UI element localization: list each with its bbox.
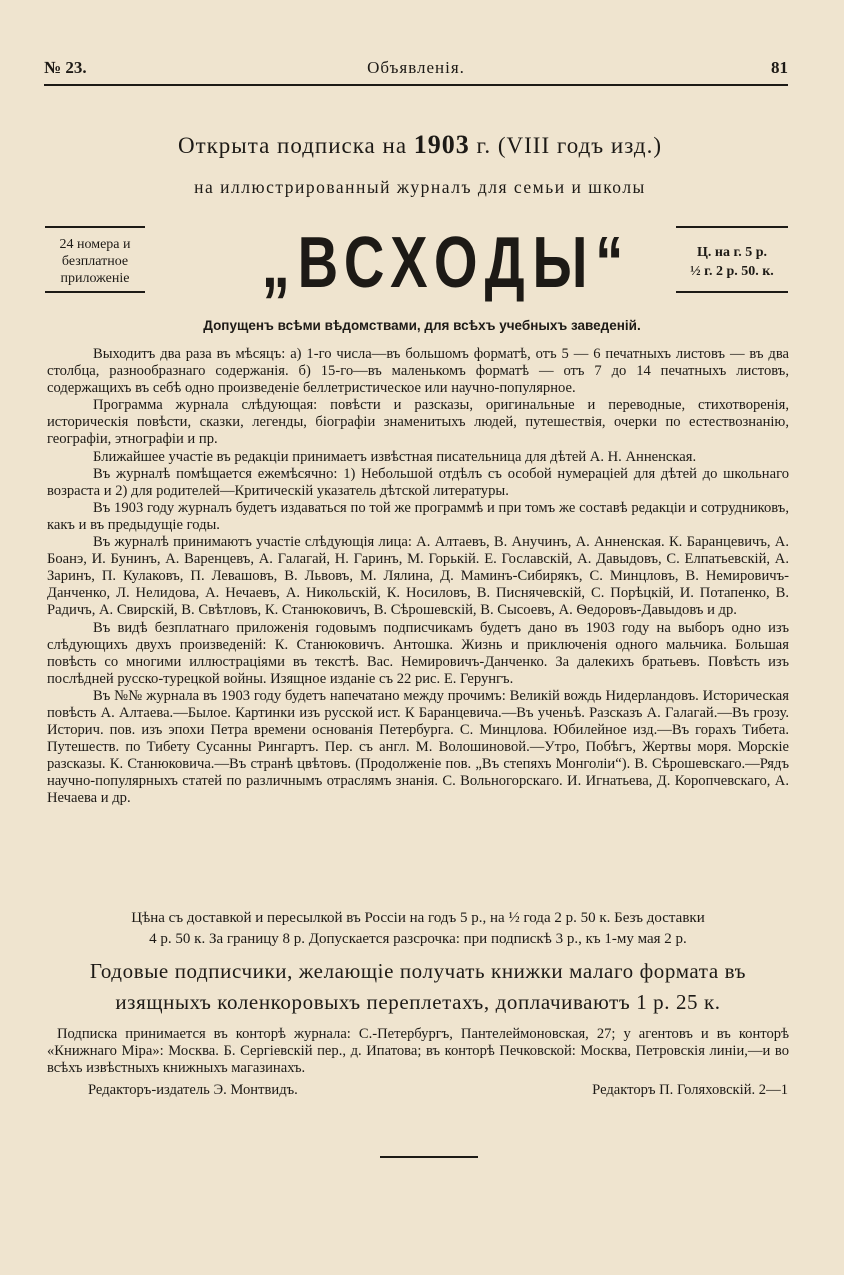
subscription-subheadline: на иллюстрированный журналъ для семьи и школы: [194, 177, 646, 197]
issues-info-line: приложеніе: [60, 271, 130, 286]
body-paragraph: Ближайшее участіе въ редакціи принимаетъ извѣстная писательница для дѣтей А. Н. Анненская.: [93, 448, 697, 465]
body-paragraph: Программа журнала слѣдующая: повѣсти и разсказы, оригинальные и переводные, стихотворенія, историческія повѣсти, сказки, легенды, біографіи знаменитыхъ людей, путешествія, очерки по естествознанію, географіи, этнографіи и пр.: [47, 397, 789, 448]
left-box-rule-top: [45, 226, 145, 228]
body-paragraph: Въ №№ журнала въ 1903 году будетъ напечатано между прочимъ: Великій вождь Нидерландовъ. Историческая повѣсть А. Алтаева.—Былое. Картинки изъ русской ист. К Баранцевича.—Въ ученьѣ. Разсказъ А. Галагай.—Въ грозу. Историч. пов. изъ эпохи Петра времени основанія Петербурга. С. Минцлова. Юбилейное изд.—Въ горахъ Тибета. Путешеств. по Тибету Сусанны Рингартъ. Пер. съ англ. М. Волошиновой.—Утро, Побѣгъ, Жертвы моря. Морскіе разсказы. К. Станюковича.—Въ странѣ цвѣтовъ. (Продолженіе пов. „Въ степяхъ Монголіи“). В. Сѣрошевскаго.—Рядъ научно-популярныхъ статей по различнымъ отраслямъ знанія. С. Вольногорскаго. И. Игнатьева, Д. Коропчевскаго, А. Нечаева и др.: [47, 687, 789, 807]
body-paragraph: Въ 1903 году журналъ будетъ издаваться по той же программѣ и при томъ же составѣ редакціи и сотрудниковъ, какъ и въ предыдущіе годы.: [47, 499, 789, 533]
headline-year: 1903: [413, 130, 470, 159]
headline-post: г. (VIII годъ изд.): [476, 133, 663, 158]
price-line: Цѣна съ доставкой и пересылкой въ Россіи на годъ 5 р., на ½ года 2 р. 50 к. Безъ доставки: [131, 910, 705, 926]
body-paragraph: Въ журналѣ принимаютъ участіе слѣдующія лица: А. Алтаевъ, В. Анучинъ, А. Анненская. К. Баранцевичъ, А. Боанэ, И. Бунинъ, А. Варенцевъ, А. Галагай, Н. Гаринъ, М. Горькій. Е. Гославскій, А. Давыдовъ, С. Елпатьевскій, А. Заринъ, П. Кулаковъ, П. Левашовъ, В. Львовъ, М. Лялина, Д. Маминъ-Сибирякъ, С. Минцловъ, В. Немировичъ-Данченко, Л. Нелидова, А. Нечаевъ, А. Никольскій, К. Носиловъ, В. Писнячевскій, С. Порѣцкій, И. Потапенко, В. Радичъ, А. Свирскій, В. Свѣтловъ, К. Станюковичъ, В. Сѣрошевскій, В. Сысоевъ, А. Ѳедоровъ-Давыдовъ и др.: [47, 534, 789, 619]
price-paragraph: [47, 908, 789, 950]
subscription-offices: [47, 1026, 789, 1078]
issues-info-box: [45, 236, 145, 287]
price-info-line: Ц. на г. 5 р.: [696, 245, 768, 260]
editor: Редакторъ П. Голяховскій. 2—1: [592, 1082, 788, 1098]
price-line: 4 р. 50 к. За границу 8 р. Допускается разсрочка: при подпискѣ 3 р., къ 1-му мая 2 р.: [149, 931, 687, 947]
right-box-rule-top: [676, 226, 788, 228]
issues-info-line: 24 номера и: [59, 237, 131, 252]
right-box-rule-bottom: [676, 291, 788, 293]
admission-note: Допущенъ всѣми вѣдомствами, для всѣхъ учебныхъ заведеній.: [203, 318, 641, 333]
publisher-editor: Редакторъ-издатель Э. Монтвидъ.: [88, 1082, 298, 1098]
left-box-rule-bottom: [45, 291, 145, 293]
headline-pre: Открыта подписка на: [177, 133, 408, 158]
subscription-headline: [90, 130, 750, 160]
page-header: [44, 58, 788, 84]
body-paragraph: Въ журналѣ помѣщается ежемѣсячно: 1) Небольшой отдѣлъ съ особой нумераціей для дѣтей до школьнаго возраста и 2) для родителей—Критическій указатель дѣтской литературы.: [47, 465, 789, 499]
issues-info-line: безплатное: [61, 254, 129, 269]
body-paragraph: Въ видѣ безплатнаго приложенія годовымъ подписчикамъ будетъ дано въ 1903 году на выборъ одно изъ слѣдующихъ двухъ произведеній: К. Станюковичъ. Антошка. Жизнь и приключенія одного мальчика. Большая повѣсть со многими иллюстраціями въ текстѣ. Вас. Немировичъ-Данченко. За далекихъ братьевъ. Повѣсть изъ послѣдней русско-турецкой войны. Изящное изданіе съ 22 рис. Е. Герунгъ.: [47, 619, 789, 687]
annual-subscribers-note: Годовые подписчики, желающіе получать книжки малаго формата въ изящныхъ коленкоровыхъ переплетахъ, доплачиваютъ 1 р. 25 к.: [89, 959, 747, 1014]
journal-title: „ВСХОДЫ“: [261, 223, 632, 303]
subscription-text: Подписка принимается въ конторѣ журнала: С.-Петербургъ, Пантелеймоновская, 27; у агентовъ и въ конторѣ «Книжнаго Міра»: Москва. Б. Сергіевскій пер., д. Ипатова; въ конторѣ Печковской: Москва, Петровскія линіи,—и во всѣхъ извѣстныхъ книжныхъ магазинахъ.: [47, 1026, 789, 1077]
header-rule: [44, 84, 788, 86]
page-number: 81: [771, 58, 788, 77]
footer-rule: [380, 1156, 478, 1158]
body-paragraph: Выходитъ два раза въ мѣсяцъ: а) 1-го числа—въ большомъ форматѣ, отъ 5 — 6 печатныхъ листовъ — въ два столбца, разнообразнаго содержанія. б) 15-го—въ маленькомъ форматѣ — отъ 7 до 14 печатныхъ листовъ, содержащихъ въ себѣ одно произведеніе беллетристическое или научно-популярное.: [47, 346, 789, 397]
price-info-line: ½ г. 2 р. 50. к.: [690, 264, 774, 279]
section-title: Объявленія.: [367, 58, 465, 77]
issue-number: № 23.: [44, 58, 87, 77]
article-body: [47, 346, 789, 808]
price-info-box: [676, 243, 788, 281]
